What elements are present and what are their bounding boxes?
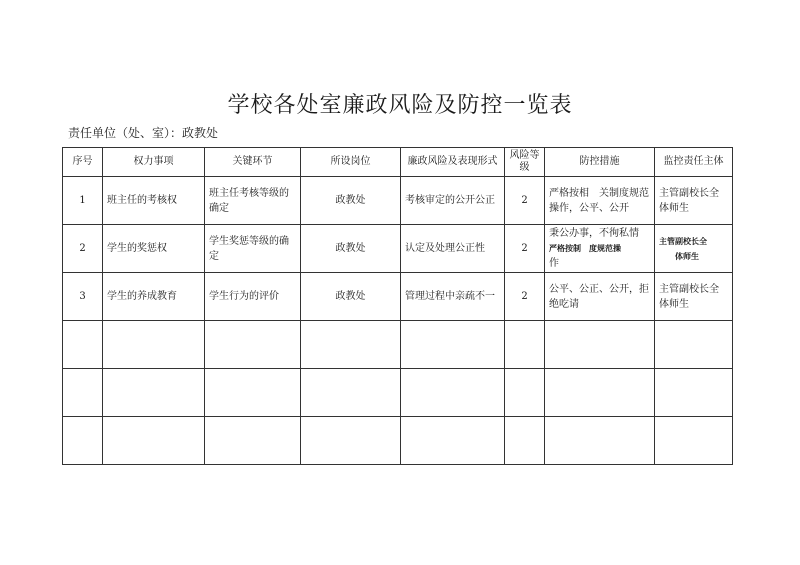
- row-supervisor: [655, 225, 733, 273]
- row-key-link: 学生行为的评价: [205, 273, 301, 321]
- table-row-empty: [63, 417, 733, 465]
- row-level: 2: [505, 177, 545, 225]
- row-measures: [545, 225, 655, 273]
- row-post: 政教处: [301, 177, 401, 225]
- table-row: [63, 177, 733, 225]
- row-seq: 1: [63, 177, 103, 225]
- row-supervisor: 主管副校长全体师生: [655, 273, 733, 321]
- row-seq: 2: [63, 225, 103, 273]
- row-post: 政教处: [301, 273, 401, 321]
- row-key-link: 班主任考核等级的确定: [205, 177, 301, 225]
- row-power: 班主任的考核权: [103, 177, 205, 225]
- header-supervisor: 监控责任主体: [655, 148, 733, 177]
- header-seq: 序号: [63, 148, 103, 177]
- measures-line: 作: [549, 258, 559, 269]
- row-level: 2: [505, 225, 545, 273]
- row-seq: 3: [63, 273, 103, 321]
- row-level: 2: [505, 273, 545, 321]
- header-row: [63, 148, 733, 177]
- header-key-link: 关键环节: [205, 148, 301, 177]
- supervisor-line: 体师生: [675, 251, 699, 261]
- row-post: 政教处: [301, 225, 401, 273]
- header-risk: 廉政风险及表现形式: [401, 148, 505, 177]
- header-post: 所设岗位: [301, 148, 401, 177]
- row-supervisor: 主管副校长全体师生: [655, 177, 733, 225]
- row-measures: 严格按相 关制度规范操作，公平、公开: [545, 177, 655, 225]
- header-power: 权力事项: [103, 148, 205, 177]
- header-measures: 防控措施: [545, 148, 655, 177]
- risk-control-table: [62, 147, 733, 465]
- document-title: 学校各处室廉政风险及防控一览表: [227, 93, 573, 118]
- header-level: 风险等级: [505, 148, 545, 177]
- measures-line: 严格按制 度规范操: [549, 244, 621, 253]
- row-risk: 认定及处理公正性: [401, 225, 505, 273]
- row-measures: 公平、公正、公开，拒绝吃请: [545, 273, 655, 321]
- table-row-empty: [63, 369, 733, 417]
- table-row-empty: [63, 321, 733, 369]
- row-key-link: 学生奖惩等级的确定: [205, 225, 301, 273]
- row-risk: 考核审定的公开公正: [401, 177, 505, 225]
- responsible-unit-line: 责任单位（处、室）：政教处: [68, 126, 219, 140]
- row-power: 学生的奖惩权: [103, 225, 205, 273]
- table-row: [63, 225, 733, 273]
- row-risk: 管理过程中亲疏不一: [401, 273, 505, 321]
- table-row: [63, 273, 733, 321]
- row-power: 学生的养成教育: [103, 273, 205, 321]
- measures-line: 秉公办事，不徇私情: [549, 228, 639, 239]
- supervisor-line: 主管副校长全: [659, 236, 707, 246]
